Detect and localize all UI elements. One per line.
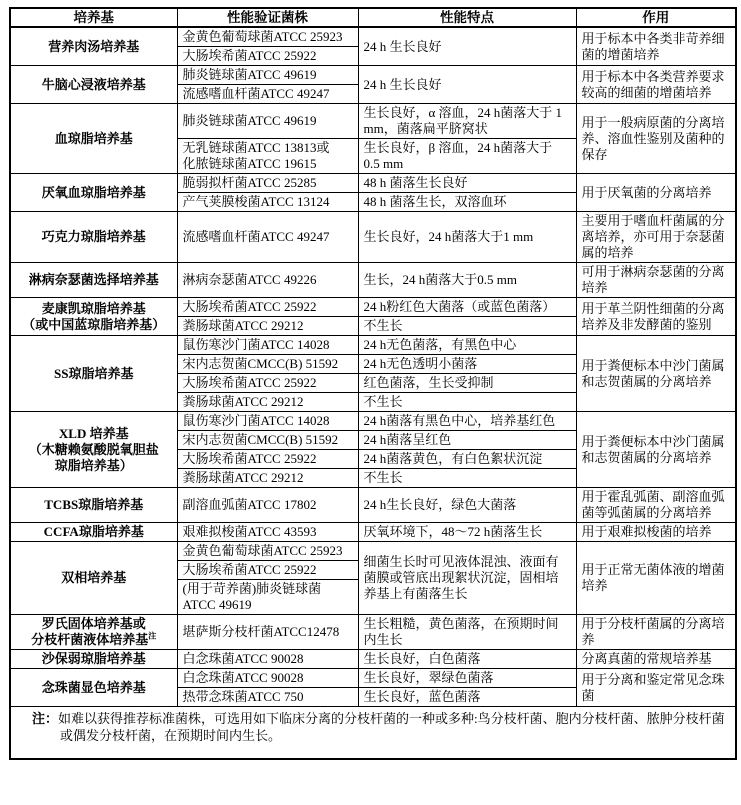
use-cell: 用于革兰阴性细菌的分离培养及非发酵菌的鉴别 (576, 298, 736, 336)
strain-cell: 鼠伤寒沙门菌ATCC 14028 (177, 412, 358, 431)
use-cell: 用于粪便标本中沙门菌属和志贺菌属的分离培养 (576, 336, 736, 412)
medium-cell: 念珠菌显色培养基 (10, 669, 177, 707)
table-row (10, 263, 736, 298)
strain-cell: 肺炎链球菌ATCC 49619 (177, 66, 358, 85)
strain-cell: 宋内志贺菌CMCC(B) 51592 (177, 431, 358, 450)
feature-cell: 24 h生长良好，绿色大菌落 (358, 488, 576, 523)
strain-cell: 副溶血弧菌ATCC 17802 (177, 488, 358, 523)
feature-cell: 生长粗糙，黄色菌落，在预期时间内生长 (358, 615, 576, 650)
feature-cell: 厌氧环境下，48～72 h菌落生长 (358, 523, 576, 542)
feature-cell: 24 h菌落有黑色中心，培养基红色 (358, 412, 576, 431)
table-row (10, 27, 736, 47)
table-row (10, 212, 736, 263)
strain-cell: (用于苛养菌)肺炎链球菌 ATCC 49619 (177, 580, 358, 615)
medium-cell: 淋病奈瑟菌选择培养基 (10, 263, 177, 298)
use-cell: 用于霍乱弧菌、副溶血弧菌等弧菌属的分离培养 (576, 488, 736, 523)
use-cell: 用于正常无菌体液的增菌培养 (576, 542, 736, 615)
feature-cell: 生长良好，24 h菌落大于1 mm (358, 212, 576, 263)
strain-cell: 金黄色葡萄球菌ATCC 25923 (177, 27, 358, 47)
table-row (10, 104, 736, 139)
strain-cell: 宋内志贺菌CMCC(B) 51592 (177, 355, 358, 374)
medium-cell: 沙保弱琼脂培养基 (10, 650, 177, 669)
use-cell: 可用于淋病奈瑟菌的分离培养 (576, 263, 736, 298)
table-row (10, 669, 736, 688)
medium-cell: 麦康凯琼脂培养基 （或中国蓝琼脂培养基） (10, 298, 177, 336)
strain-cell: 大肠埃希菌ATCC 25922 (177, 374, 358, 393)
col-header-feature: 性能特点 (358, 8, 576, 27)
feature-cell: 24 h菌落呈红色 (358, 431, 576, 450)
feature-cell: 生长良好，翠绿色菌落 (358, 669, 576, 688)
use-cell: 用于分枝杆菌属的分离培养 (576, 615, 736, 650)
strain-cell: 堪萨斯分枝杆菌ATCC12478 (177, 615, 358, 650)
medium-cell: TCBS琼脂培养基 (10, 488, 177, 523)
col-header-strain: 性能验证菌株 (177, 8, 358, 27)
strain-cell: 白念珠菌ATCC 90028 (177, 650, 358, 669)
use-cell: 用于标本中各类非苛养细菌的增菌培养 (576, 27, 736, 66)
table-row (10, 412, 736, 431)
strain-cell: 大肠埃希菌ATCC 25922 (177, 450, 358, 469)
culture-media-table (9, 7, 737, 760)
feature-cell: 细菌生长时可见液体混浊、液面有菌膜或管底出现絮状沉淀，固相培养基上有菌落生长 (358, 542, 576, 615)
use-cell: 用于一般病原菌的分离培养、溶血性鉴别及菌种的保存 (576, 104, 736, 174)
table-row (10, 615, 736, 650)
strain-cell: 白念珠菌ATCC 90028 (177, 669, 358, 688)
medium-cell: 巧克力琼脂培养基 (10, 212, 177, 263)
table-body (10, 27, 736, 759)
use-cell: 主要用于嗜血杆菌属的分离培养，亦可用于奈瑟菌属的培养 (576, 212, 736, 263)
feature-cell: 24 h 生长良好 (358, 66, 576, 104)
medium-cell: XLD 培养基 （木糖赖氨酸脱氧胆盐 琼脂培养基） (10, 412, 177, 488)
note-text: 注：如难以获得推荐标准菌株，可选用如下临床分离的分枝杆菌的一种或多种:鸟分枝杆菌、胞内分枝杆菌、脓肿分枝杆菌或偶发分枝杆菌，在预期时间内生长。 (32, 711, 725, 743)
feature-cell: 生长，24 h菌落大于0.5 mm (358, 263, 576, 298)
strain-cell: 无乳链球菌ATCC 13813或 化脓链球菌ATCC 19615 (177, 139, 358, 174)
medium-cell: 厌氧血琼脂培养基 (10, 174, 177, 212)
feature-cell: 48 h 菌落生长良好 (358, 174, 576, 193)
strain-cell: 粪肠球菌ATCC 29212 (177, 317, 358, 336)
strain-cell: 热带念珠菌ATCC 750 (177, 688, 358, 707)
feature-cell: 不生长 (358, 393, 576, 412)
medium-cell: SS琼脂培养基 (10, 336, 177, 412)
feature-cell: 生长良好，蓝色菌落 (358, 688, 576, 707)
use-cell: 用于粪便标本中沙门菌属和志贺菌属的分离培养 (576, 412, 736, 488)
strain-cell: 脆弱拟杆菌ATCC 25285 (177, 174, 358, 193)
header-row (10, 8, 736, 27)
strain-cell: 艰难拟梭菌ATCC 43593 (177, 523, 358, 542)
feature-cell: 生长良好，α 溶血，24 h菌落大于 1 mm，菌落扁平脐窝状 (358, 104, 576, 139)
medium-cell: 牛脑心浸液培养基 (10, 66, 177, 104)
feature-cell: 48 h 菌落生长，双溶血环 (358, 193, 576, 212)
feature-cell: 24 h粉红色大菌落（或蓝色菌落） (358, 298, 576, 317)
feature-cell: 24 h无色透明小菌落 (358, 355, 576, 374)
medium-cell: CCFA琼脂培养基 (10, 523, 177, 542)
footnote-marker: 注 (148, 631, 157, 641)
strain-cell: 大肠埃希菌ATCC 25922 (177, 561, 358, 580)
note-label: 注： (32, 711, 59, 726)
strain-cell: 粪肠球菌ATCC 29212 (177, 393, 358, 412)
col-header-medium: 培养基 (10, 8, 177, 27)
table-row (10, 523, 736, 542)
medium-cell: 血琼脂培养基 (10, 104, 177, 174)
strain-cell: 粪肠球菌ATCC 29212 (177, 469, 358, 488)
feature-cell: 不生长 (358, 469, 576, 488)
use-cell: 分离真菌的常规培养基 (576, 650, 736, 669)
table-row (10, 336, 736, 355)
strain-cell: 大肠埃希菌ATCC 25922 (177, 298, 358, 317)
strain-cell: 流感嗜血杆菌ATCC 49247 (177, 212, 358, 263)
strain-cell: 金黄色葡萄球菌ATCC 25923 (177, 542, 358, 561)
feature-cell: 不生长 (358, 317, 576, 336)
use-cell: 用于艰难拟梭菌的培养 (576, 523, 736, 542)
feature-cell: 生长良好，白色菌落 (358, 650, 576, 669)
strain-cell: 肺炎链球菌ATCC 49619 (177, 104, 358, 139)
table-row (10, 174, 736, 193)
note-row (10, 707, 736, 760)
table-row (10, 488, 736, 523)
strain-cell: 流感嗜血杆菌ATCC 49247 (177, 85, 358, 104)
medium-cell: 罗氏固体培养基或 分枝杆菌液体培养基$^注$ (10, 615, 177, 650)
feature-cell: 生长良好，β 溶血，24 h菌落大于 0.5 mm (358, 139, 576, 174)
use-cell: 用于分离和鉴定常见念珠菌 (576, 669, 736, 707)
col-header-use: 作用 (576, 8, 736, 27)
use-cell: 用于厌氧菌的分离培养 (576, 174, 736, 212)
feature-cell: 24 h菌落黄色，有白色絮状沉淀 (358, 450, 576, 469)
table-row (10, 298, 736, 317)
medium-cell: 双相培养基 (10, 542, 177, 615)
table-row (10, 66, 736, 85)
table-row (10, 650, 736, 669)
strain-cell: 淋病奈瑟菌ATCC 49226 (177, 263, 358, 298)
table-row (10, 542, 736, 561)
strain-cell: 产气荚膜梭菌ATCC 13124 (177, 193, 358, 212)
table-header (10, 8, 736, 27)
use-cell: 用于标本中各类营养要求较高的细菌的增菌培养 (576, 66, 736, 104)
feature-cell: 24 h 生长良好 (358, 27, 576, 66)
strain-cell: 大肠埃希菌ATCC 25922 (177, 47, 358, 66)
note-cell (10, 707, 736, 760)
strain-cell: 鼠伤寒沙门菌ATCC 14028 (177, 336, 358, 355)
feature-cell: 红色菌落，生长受抑制 (358, 374, 576, 393)
medium-cell: 营养肉汤培养基 (10, 27, 177, 66)
feature-cell: 24 h无色菌落，有黑色中心 (358, 336, 576, 355)
